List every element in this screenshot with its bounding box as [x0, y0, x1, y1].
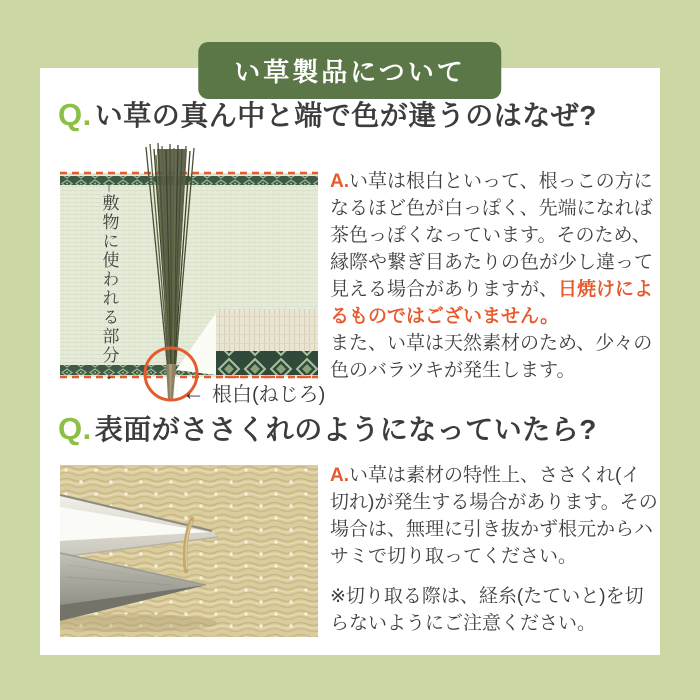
- a1-text: い草は根白といって、根っこの方になるほど色が白っぽく、先端になれば茶色っぽくなっています。そのため、縁際や繋ぎ目あたりの色が少し違って見える場合がありますが、: [330, 171, 654, 300]
- answer-1-paragraph-2: また、い草は天然素材のため、少々の色のバラツキが発生します。: [330, 333, 653, 381]
- answer-2-paragraph: [330, 462, 658, 570]
- question-1-heading: [58, 94, 597, 134]
- content-panel: [40, 68, 660, 655]
- answer-1: [330, 168, 658, 384]
- scissors-illustration: [60, 465, 318, 637]
- a2-prefix: A.: [330, 465, 349, 486]
- caution-note: ※切り取る際は、経糸(たていと)を切らないようにご注意ください。: [330, 586, 644, 634]
- q2-question-text: 表面がささくれのようになっていたら?: [94, 414, 597, 445]
- up-arrow-icon: ↑: [104, 176, 114, 195]
- used-part-vertical-label: [96, 176, 122, 383]
- header-badge: [198, 42, 501, 99]
- a2-text: い草は素材の特性上、ささくれ(イ切れ)が発生する場合があります。その場合は、無理に引き抜かず根元からハサミで切り取ってください。: [330, 465, 658, 567]
- used-part-label-text: 敷物に使われる部分: [99, 194, 119, 365]
- answer-2: [330, 462, 658, 570]
- left-arrow-icon: ←: [182, 379, 205, 405]
- question-2-heading: [58, 408, 597, 448]
- q1-prefix: Q.: [58, 97, 92, 132]
- mat-edge-inset: [216, 309, 318, 377]
- q2-prefix: Q.: [58, 411, 92, 446]
- root-label: [182, 378, 325, 407]
- figure-scissors-cutting: [60, 465, 318, 637]
- figure-igusa-stalk: [60, 143, 326, 408]
- a1-prefix: A.: [330, 171, 349, 192]
- answer-1-paragraph: [330, 168, 658, 330]
- a1-highlight: 日焼けによるものではございません。: [330, 279, 654, 327]
- header-badge-title: い草製品について: [234, 57, 466, 87]
- root-label-text: 根白(ねじろ): [212, 384, 326, 406]
- q1-question-text: い草の真ん中と端で色が違うのはなぜ?: [94, 100, 597, 131]
- down-arrow-icon: ↓: [104, 364, 114, 383]
